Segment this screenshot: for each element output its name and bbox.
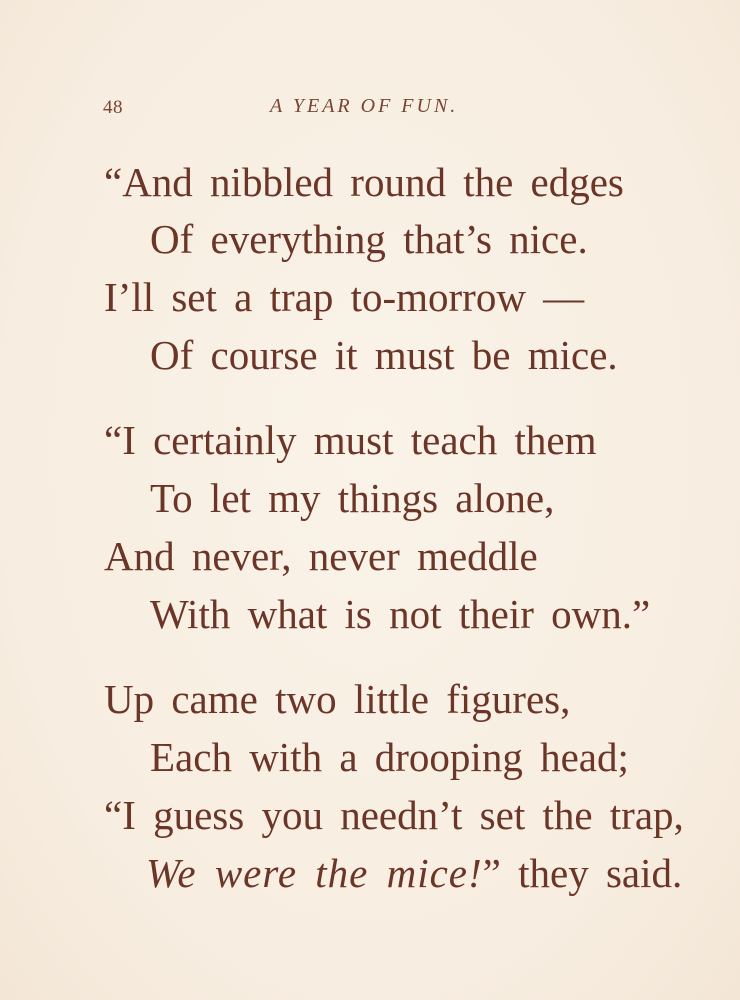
poem-line: Each with a drooping head; <box>150 734 629 780</box>
poem-line: And never, never meddle <box>104 533 538 579</box>
poem-line: Of everything that’s nice. <box>150 216 588 262</box>
poem-line: “I guess you needn’t set the trap, <box>104 792 684 838</box>
poem-line-roman: ” they said. <box>482 850 683 896</box>
poem-line-final <box>146 849 682 897</box>
poem-line: With what is not their own.” <box>150 591 651 637</box>
running-title: A YEAR OF FUN. <box>270 95 459 117</box>
poem-line: To let my things alone, <box>150 475 555 521</box>
poem-line: I’ll set a trap to-morrow — <box>104 274 585 320</box>
poem-line: Of course it must be mice. <box>150 332 618 378</box>
poem-line: “And nibbled round the edges <box>104 159 624 205</box>
poem-line: “I certainly must teach them <box>104 417 597 463</box>
page-number: 48 <box>103 97 123 118</box>
poem-line: Up came two little figures, <box>104 676 571 722</box>
poem-line-italic: We were the mice! <box>146 850 483 896</box>
